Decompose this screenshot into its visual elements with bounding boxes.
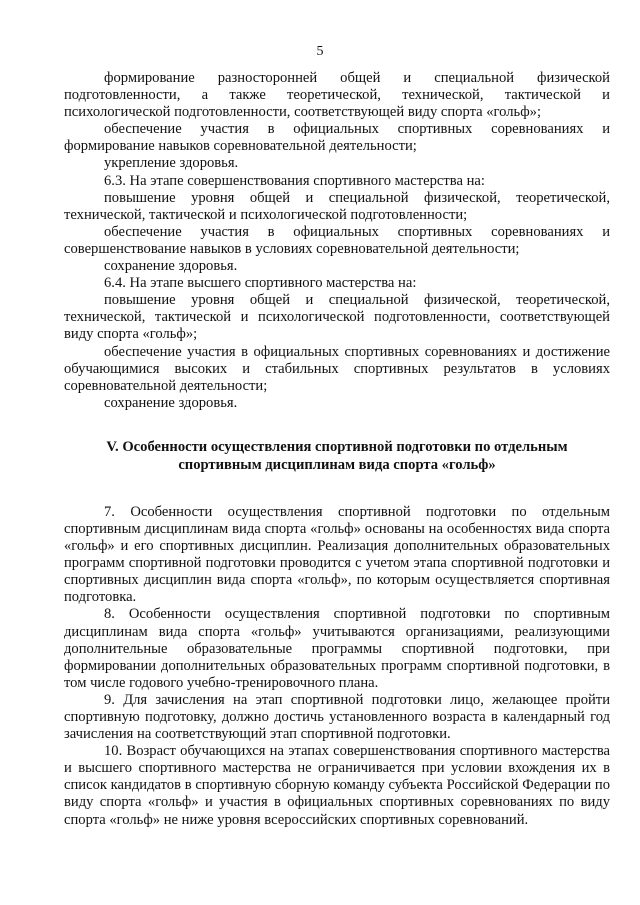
section-heading — [64, 438, 610, 474]
paragraph: повышение уровня общей и специальной физической, теоретической, технической, тактической и психологической подготовленности, соответствующей виду спорта «гольф»; — [64, 292, 610, 343]
paragraph: обеспечение участия в официальных спортивных соревнованиях и совершенствование навыков в условиях соревновательной деятельности; — [64, 223, 610, 257]
document-body — [64, 70, 610, 829]
paragraph: 6.4. На этапе высшего спортивного мастерства на: — [104, 275, 417, 292]
paragraph: 10. Возраст обучающихся на этапах совершенствования спортивного мастерства и высшего спортивного мастерства не ограничивается при условии вхождения их в список кандидатов в спортивную сборную команду субъекта Российской Федерации по виду спорта «гольф» и участия в официальных спортивных соревнованиях по виду спорта «гольф» не ниже уровня всероссийских спортивных соревнований. — [64, 743, 610, 828]
paragraph: обеспечение участия в официальных спортивных соревнованиях и достижение обучающимися высоких и стабильных спортивных результатов в условиях соревновательной деятельности; — [64, 343, 610, 394]
paragraph: обеспечение участия в официальных спортивных соревнованиях и формирование навыков соревновательной деятельности; — [64, 121, 610, 155]
paragraph: 7. Особенности осуществления спортивной подготовки по отдельным спортивным дисциплинам вида спорта «гольф» основаны на особенностях вида спорта «гольф» и его спортивных дисциплин. Реализация дополнительных образовательных программ спортивной подготовки проводится с учетом этапа спортивной подготовки и спортивных дисциплин вида спорта «гольф», по которым осуществляется спортивная подготовка. — [64, 503, 610, 606]
section-v-body — [64, 504, 610, 829]
paragraph: 9. Для зачисления на этап спортивной подготовки лицо, желающее пройти спортивную подготовку, должно достичь установленного возраста в календарный год зачисления на соответствующий этап спортивной подготовки. — [64, 691, 610, 743]
paragraph: 6.3. На этапе совершенствования спортивного мастерства на: — [104, 172, 485, 189]
page-number: 5 — [316, 44, 324, 59]
stage-goals-list — [64, 70, 610, 412]
paragraph: сохранение здоровья. — [104, 258, 238, 275]
paragraph: сохранение здоровья. — [104, 394, 238, 411]
section-heading-line: V. Особенности осуществления спортивной подготовки по отдельным — [106, 438, 568, 455]
paragraph: 8. Особенности осуществления спортивной подготовки по спортивным дисциплинам вида спорта «гольф» учитываются организациями, реализующими дополнительные образовательные программы спортивной подготовки, при формировании дополнительных образовательных программ спортивной подготовки, в том числе годового учебно-тренировочного плана. — [64, 606, 610, 691]
paragraph: повышение уровня общей и специальной физической, теоретической, технической, тактической и психологической подготовленности; — [64, 189, 610, 223]
section-heading-line: спортивным дисциплинам вида спорта «гольф» — [178, 456, 496, 473]
paragraph: укрепление здоровья. — [104, 155, 239, 172]
paragraph: формирование разносторонней общей и специальной физической подготовленности, а также теоретической, технической, тактической и психологической подготовленности, соответствующей виду спорта «гольф»; — [64, 70, 610, 121]
